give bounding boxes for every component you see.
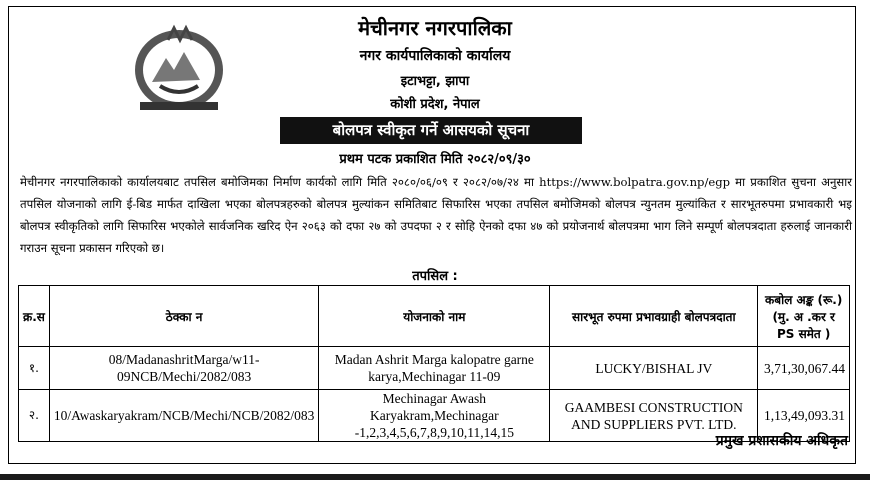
office-location: इटाभट्टा, झापा — [400, 74, 470, 89]
row-project: Madan Ashrit Marga kalopatre garne karya,Mechinagar 11-09 — [319, 347, 550, 390]
col-contract-header: ठेक्का न — [49, 286, 318, 347]
row-sn: १. — [19, 347, 50, 390]
office-name: नगर कार्यपालिकाको कार्यालय — [359, 48, 511, 64]
row-contract: 08/MadanashritMarga/w11-09NCB/Mechi/2082/083 — [49, 347, 318, 390]
notice-body: मेचीनगर नगरपालिकाको कार्यालयबाट तपसिल बमोजिमका निर्माण कार्यको लागि मिति २०८०/०६/०९ र २०८२/०७/२४ मा https://www.bolpatra.gov.np/egp मा प्रकाशित सुचना अनुसार तपसिल योजनाको लागि ई-बिड मार्फत दाखिला भएका बोलपत्रहरुको बोलपत्र मुल्यांकन समितिबाट सिफारिस भएका तपसिल बमोजिमको बोलपत्र न्युनतम मुल्यांकित र सारभूतरुपमा प्रभावकारी भइ बोलपत्र स्वीकृतिको लागि सिफारिस भएकोले सार्वजनिक खरिद ऐन २०६३ को दफा २७ को उपदफा २ र सोहि ऐनको दफा ४७ को प्रयोजनार्थ बोलपत्रमा भाग लिने सम्पूर्ण बोलपत्रदाता हरुलाई जानकारी गराउन सूचना प्रकासन गरिएको छ। — [20, 175, 852, 255]
province-name: कोशी प्रदेश, नेपाल — [390, 97, 480, 112]
signatory: प्रमुख प्रशासकीय अधिकृत — [715, 433, 848, 449]
bottom-divider — [0, 474, 870, 480]
col-bidder-header: सारभूत रुपमा प्रभावग्राही बोलपत्रदाता — [550, 286, 758, 347]
row-sn: २. — [19, 390, 50, 442]
table-header-row — [19, 286, 850, 347]
municipality-name: मेचीनगर नगरपालिका — [358, 16, 512, 40]
bid-table — [18, 285, 850, 442]
row-amount: 3,71,30,067.44 — [758, 347, 850, 390]
notice-title: बोलपत्र स्वीकृत गर्ने आसयको सूचना — [280, 117, 582, 144]
table-row — [19, 347, 850, 390]
schedule-heading: तपसिल : — [412, 269, 458, 284]
row-contract: 10/Awaskaryakram/NCB/Mechi/NCB/2082/083 — [49, 390, 318, 442]
row-project: Mechinagar Awash Karyakram,Mechinagar -1,2,3,4,5,6,7,8,9,10,11,14,15 — [319, 390, 550, 442]
col-amount-header: कबोल अङ्क (रू.) (मु. अ .कर र PS समेत ) — [758, 286, 850, 347]
col-project-header: योजनाको नाम — [319, 286, 550, 347]
row-bidder: GAAMBESI CONSTRUCTION AND SUPPLIERS PVT. LTD. — [550, 390, 758, 442]
publication-date: प्रथम पटक प्रकाशित मिति २०८२/०९/३० — [339, 152, 531, 167]
row-amount: 1,13,49,093.31 — [758, 390, 850, 442]
row-bidder: LUCKY/BISHAL JV — [550, 347, 758, 390]
col-sn-header: क्र.स — [19, 286, 50, 347]
